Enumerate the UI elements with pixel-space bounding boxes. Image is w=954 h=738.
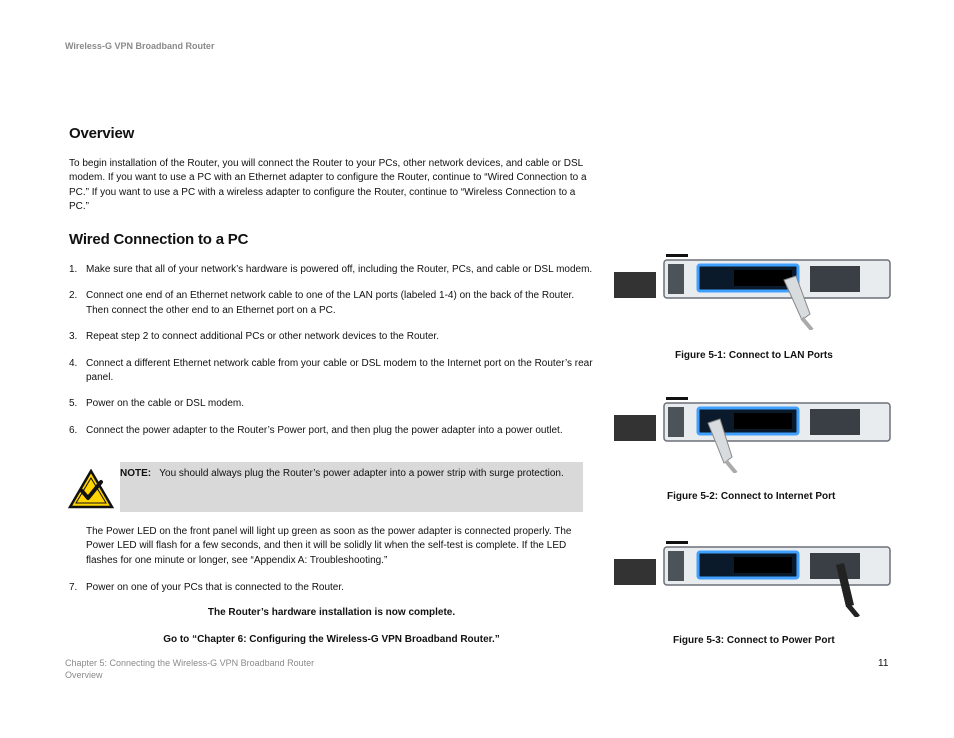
note-box [120,462,583,512]
list-item: 2. Connect one end of an Ethernet network cable to one of the LAN ports (labeled 1-4) on the back of the Router. Then connect the other end to an Ethernet port on a PC. [69,290,575,316]
list-item: 4. Connect a different Ethernet network cable from your cable or DSL modem to the Internet port on the Router’s rear panel. [69,357,593,384]
goto-chapter-text: Go to “Chapter 6: Configuring the Wireless-G VPN Broadband Router.” [163,634,500,645]
list-item [69,581,594,595]
step-7: 7. Power on one of your PCs that is connected to the Router. [69,582,344,593]
running-footer [65,657,314,681]
router-power-port-image [614,537,894,617]
note-label: NOTE: [120,468,152,479]
footer-chapter: Chapter 5: Connecting the Wireless-G VPN Broadband Router [65,658,315,668]
figure-caption: Figure 5-2: Connect to Internet Port [667,491,836,502]
wired-connection-heading: Wired Connection to a PC [69,231,249,248]
steps-list [69,263,594,450]
list-item: 6. Connect the power adapter to the Router’s Power port, and then plug the power adapter into a power outlet. [69,424,563,436]
overview-text: To begin installation of the Router, you will connect the Router to your PCs, other network devices, and cable or DSL modem. If you want to use a PC with an Ethernet adapter to configure the Router, continue to “Wired Connection to a PC.” If you want to use a PC with a wireless adapter to configure the Router, continue to “Wireless Connection to a PC.” [69,158,587,213]
list-item: 3. Repeat step 2 to connect additional PCs or other network devices to the Router. [69,331,439,343]
led-paragraph: The Power LED on the front panel will light up green as soon as the power adapter is connected properly. The Power LED will flash for a few seconds, and then it will be solidly lit when the self-test is complete. If the LED flashes for one minute or longer, see “Appendix A: Troubleshooting.” [86,526,572,566]
installation-complete-text: The Router’s hardware installation is now complete. [207,607,456,618]
running-header: Wireless-G VPN Broadband Router [65,41,215,51]
figure-caption: Figure 5-1: Connect to LAN Ports [675,350,833,361]
figure-caption: Figure 5-3: Connect to Power Port [673,635,835,646]
list-item: 1. Make sure that all of your network’s hardware is powered off, including the Router, PCs, and cable or DSL modem. [69,264,593,275]
router-internet-port-image [614,393,894,473]
router-lan-ports-image [614,250,894,330]
list-item: 5. Power on the cable or DSL modem. [69,398,245,410]
overview-heading: Overview [69,125,135,142]
footer-section: Overview [65,670,103,680]
note-text: You should always plug the Router’s power adapter into a power strip with surge protection. [159,468,564,479]
page-number: 11 [878,658,889,669]
checkmark-warning-icon [68,469,114,509]
